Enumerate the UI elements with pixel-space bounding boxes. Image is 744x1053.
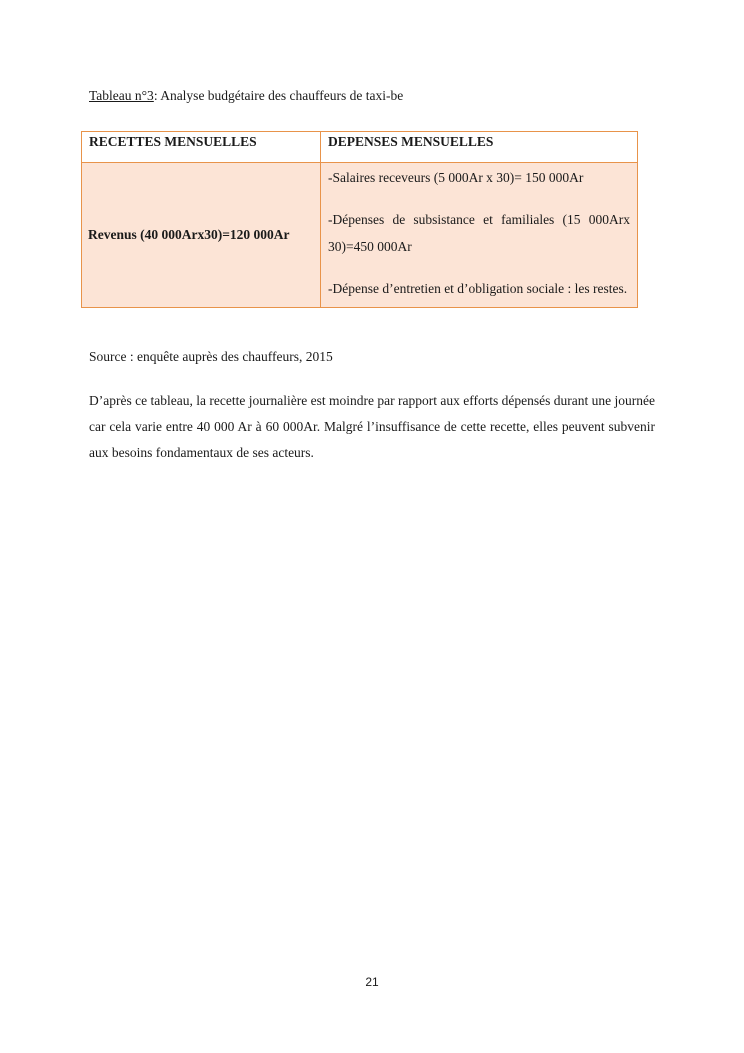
revenue-cell: Revenus (40 000Arx30)=120 000Ar — [82, 163, 321, 308]
table-row — [82, 163, 638, 308]
source-note: Source : enquête auprès des chauffeurs, 2015 — [89, 349, 333, 364]
expenses-cell — [321, 163, 638, 308]
expense-item: -Salaires receveurs (5 000Ar x 30)= 150 000Ar — [328, 170, 584, 185]
table-caption-text: : Analyse budgétaire des chauffeurs de taxi-be — [153, 88, 404, 103]
table-header-row — [82, 132, 638, 163]
body-paragraph: D’après ce tableau, la recette journalière est moindre par rapport aux efforts dépensés durant une journée car cela varie entre 40 000 Ar à 60 000Ar. Malgré l’insuffisance de cette recette, elles peuvent subvenir aux besoins fondamentaux de ses acteurs. — [89, 393, 655, 460]
page-number: 21 — [365, 975, 379, 989]
expense-item: -Dépenses de subsistance et familiales (15 000Arx 30)=450 000Ar — [328, 212, 630, 254]
budget-table — [81, 131, 638, 308]
table-caption — [89, 88, 403, 104]
header-depenses: DEPENSES MENSUELLES — [321, 132, 638, 163]
table-caption-label: Tableau n°3 — [89, 88, 154, 103]
header-recettes: RECETTES MENSUELLES — [82, 132, 321, 163]
expense-item: -Dépense d’entretien et d’obligation sociale : les restes. — [328, 281, 628, 296]
